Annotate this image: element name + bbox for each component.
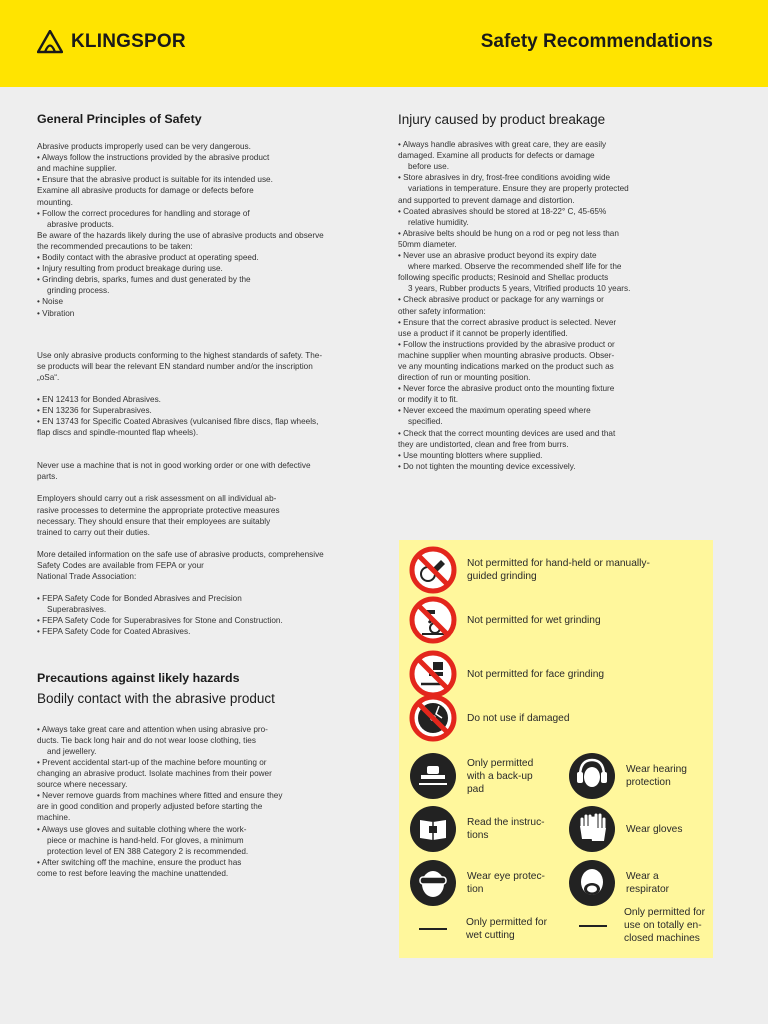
symbol-backup-pad (409, 752, 533, 800)
text-line: parts. (37, 472, 58, 482)
precautions-heading: Precautions against likely hazards (37, 671, 240, 686)
text-line: • Injury resulting from product breakage during use. (37, 264, 223, 274)
text-line: • Bodily contact with the abrasive product at operating speed. (37, 253, 259, 263)
bodily-contact-subheading: Bodily contact with the abrasive product (37, 690, 275, 706)
text-line: Safety Codes are available from FEPA or your (37, 560, 204, 570)
text-line: the recommended precautions to be taken: (37, 241, 193, 251)
text-line: flap discs and spindle-mounted flap wheels). (37, 428, 199, 438)
text-line: Be aware of the hazards likely during the use of abrasive products and observe (37, 230, 324, 240)
general-block-3 (37, 394, 377, 438)
text-line: Superabrasives. (47, 605, 107, 615)
klingspor-logo-icon (37, 30, 63, 54)
text-line: • Follow the instructions provided by the abrasive product or (398, 339, 615, 349)
text-line: abrasive products. (47, 219, 114, 229)
precautions-block (37, 724, 377, 879)
symbol-label: Only permitted (467, 757, 534, 769)
respirator-icon (568, 859, 616, 907)
symbol-no-face-grinding (409, 650, 604, 698)
text-line: se products will bear the relevant EN standard number and/or the inscription (37, 361, 313, 371)
symbol-wet-cutting (419, 916, 547, 942)
enclosed-machines-dash-icon (579, 925, 607, 927)
text-line: 3 years, Rubber products 5 years, Vitrified products 10 years. (408, 284, 631, 294)
text-line: • EN 12413 for Bonded Abrasives. (37, 394, 161, 404)
symbol-no-handheld (409, 546, 650, 594)
brand-logo (37, 30, 186, 54)
symbol-respirator (568, 859, 669, 907)
text-line: are in good condition and properly adjusted before starting the (37, 802, 263, 812)
text-line: before use. (408, 162, 449, 172)
symbol-no-wet-grinding (409, 596, 601, 644)
no-face-grinding-icon (409, 650, 457, 698)
symbol-label: Not permitted for wet grinding (467, 614, 601, 626)
eye-protection-icon (409, 859, 457, 907)
symbol-label: closed machines (624, 933, 700, 944)
text-line: Never use a machine that is not in good working order or one with defective (37, 461, 311, 471)
symbol-label: Not permitted for hand-held or manually- (467, 558, 650, 569)
text-line: • Abrasive belts should be hung on a rod or peg not less than (398, 228, 619, 238)
symbol-label: use on totally en- (624, 920, 702, 931)
symbol-damaged (409, 694, 570, 742)
right-column (398, 114, 673, 472)
symbol-label: Wear hearing (626, 764, 687, 775)
text-line: • After switching off the machine, ensure the product has (37, 857, 242, 867)
text-line: machine supplier when mounting abrasive products. Obser- (398, 350, 615, 360)
safety-symbols-panel (399, 540, 713, 958)
text-line: grinding process. (47, 286, 110, 296)
breakage-block (398, 139, 673, 472)
text-line: Employers should carry out a risk assessment on all individual ab- (37, 494, 277, 504)
text-line: use a product if it cannot be properly identified. (398, 328, 568, 338)
general-block-2 (37, 350, 377, 383)
text-line: and supported to prevent damage and distortion. (398, 195, 575, 205)
text-line: • Check that the correct mounting devices are used and that (398, 428, 616, 438)
symbol-hearing-protection (568, 752, 687, 800)
general-block-7 (37, 593, 377, 637)
text-line: • Never remove guards from machines where fitted and ensure they (37, 791, 283, 801)
text-line: piece or machine is hand-held. For gloves, a minimum (47, 835, 244, 845)
text-line: Use only abrasive products conforming to the highest standards of safety. The- (37, 350, 323, 360)
symbol-label: Wear a (626, 871, 659, 882)
text-line: protection level of EN 388 Category 2 is recommended. (47, 846, 249, 856)
text-line: • Use mounting blotters where supplied. (398, 450, 543, 460)
symbol-label: Not permitted for face grinding (467, 668, 605, 680)
header-bar (0, 0, 768, 87)
text-line: machine. (37, 813, 71, 823)
text-line: ve any mounting indications marked on the product such as (398, 361, 614, 371)
text-line: • EN 13236 for Superabrasives. (37, 405, 152, 415)
symbol-label: Wear gloves (626, 823, 683, 835)
symbol-label: respirator (626, 884, 670, 895)
symbol-label: pad (467, 783, 484, 795)
text-line: changing an abrasive product. Isolate machines from their power (37, 769, 272, 779)
text-line: • FEPA Safety Code for Coated Abrasives. (37, 627, 191, 637)
general-block-5 (37, 493, 377, 537)
text-line: • Do not tighten the mounting device excessively. (398, 461, 576, 471)
text-line: • Never force the abrasive product onto the mounting fixture (398, 384, 615, 394)
text-line: „oSa“. (37, 372, 60, 382)
symbol-gloves (568, 805, 682, 853)
text-line: • Always follow the instructions provided by the abrasive product (37, 153, 270, 163)
general-block-4 (37, 460, 377, 482)
text-line: • Ensure that the correct abrasive product is selected. Never (398, 317, 617, 327)
text-line: • Vibration (37, 308, 75, 318)
text-line: • Always take great care and attention when using abrasive pro- (37, 724, 268, 734)
read-instructions-icon (409, 805, 457, 853)
text-line: other safety information: (398, 306, 486, 316)
text-line: • Never exceed the maximum operating speed where (398, 406, 591, 416)
text-line: • Noise (37, 297, 64, 307)
text-line: necessary. They should ensure that their employees are suitably (37, 516, 271, 526)
text-line: or modify it to fit. (398, 395, 459, 405)
wet-cutting-dash-icon (419, 928, 447, 930)
text-line: National Trade Association: (37, 572, 137, 581)
symbol-label: Wear eye protec- (467, 871, 545, 882)
page-title: Safety Recommendations (480, 31, 713, 52)
hearing-protection-icon (568, 752, 616, 800)
text-line: Abrasive products improperly used can be very dangerous. (37, 142, 251, 152)
text-line: • FEPA Safety Code for Bonded Abrasives and Precision (37, 594, 242, 604)
text-line: relative humidity. (408, 217, 469, 227)
gloves-icon (568, 805, 616, 853)
text-line: • Grinding debris, sparks, fumes and dust generated by the (37, 275, 251, 285)
symbol-label: protection (626, 777, 671, 788)
general-block-1 (37, 141, 377, 319)
symbol-label: Do not use if damaged (467, 712, 570, 724)
text-line: variations in temperature. Ensure they are properly protected (408, 184, 629, 194)
text-line: come to rest before leaving the machine unattended. (37, 868, 229, 878)
text-line: mounting. (37, 197, 73, 207)
text-line: • FEPA Safety Code for Superabrasives for Stone and Construction. (37, 616, 283, 626)
breakage-heading: Injury caused by product breakage (398, 112, 606, 127)
symbol-label: Only permitted for (466, 917, 547, 928)
text-line: • EN 13743 for Specific Coated Abrasives (vulcanised fibre discs, flap wheels, (37, 417, 319, 427)
text-line: • Store abrasives in dry, frost-free conditions avoiding wide (398, 173, 611, 183)
text-line: More detailed information on the safe use of abrasive products, comprehensive (37, 549, 324, 559)
text-line: where marked. Observe the recommended shelf life for the (408, 262, 622, 272)
text-line: and machine supplier. (37, 164, 117, 174)
text-line: • Follow the correct procedures for handling and storage of (37, 208, 250, 218)
text-line: • Check abrasive product or package for any warnings or (398, 295, 604, 305)
text-line: • Prevent accidental start-up of the machine before mounting or (37, 757, 267, 767)
symbol-enclosed-machines (579, 906, 705, 945)
text-line: • Never use an abrasive product beyond its expiry date (398, 251, 597, 261)
text-line: trained to carry out their duties. (37, 527, 150, 537)
general-heading: General Principles of Safety (37, 112, 202, 126)
text-line: • Coated abrasives should be stored at 18-22° C, 45-65% (398, 206, 607, 216)
symbol-label: Read the instruc- (467, 817, 545, 828)
backup-pad-icon (409, 752, 457, 800)
text-line: and jewellery. (47, 746, 97, 756)
text-line: Examine all abrasive products for damage or defects before (37, 186, 254, 196)
symbol-read-instructions (409, 805, 545, 853)
symbol-label: tion (467, 884, 484, 895)
symbol-label: tions (467, 830, 489, 841)
symbol-label: with a back-up (467, 770, 533, 782)
symbol-eye-protection (409, 859, 545, 907)
brand-name: KLINGSPOR (71, 31, 186, 52)
text-line: damaged. Examine all products for defects or damage (398, 151, 595, 161)
text-line: 50mm diameter. (398, 239, 457, 249)
text-line: specified. (408, 417, 443, 427)
left-column (37, 114, 377, 879)
no-handheld-grinding-icon (409, 546, 457, 594)
text-line: ducts. Tie back long hair and do not wear loose clothing, ties (37, 735, 256, 745)
no-wet-grinding-icon (409, 596, 457, 644)
text-line: • Always handle abrasives with great care, they are easily (398, 140, 607, 150)
text-line: source where necessary. (37, 780, 128, 790)
text-line: direction of run or mounting position. (398, 373, 531, 383)
damaged-disc-icon (409, 694, 457, 742)
general-block-6 (37, 549, 377, 582)
symbol-label: guided grinding (467, 571, 537, 582)
text-line: following specific products; Resinoid and Shellac products (398, 273, 609, 283)
symbol-label: wet cutting (466, 930, 515, 941)
text-line: • Always use gloves and suitable clothing where the work- (37, 824, 247, 834)
symbol-label: Only permitted for (624, 907, 705, 918)
text-line: they are undistorted, clean and free from burrs. (398, 439, 569, 449)
text-line: rasive processes to determine the appropriate protective measures (37, 505, 280, 515)
text-line: • Ensure that the abrasive product is suitable for its intended use. (37, 175, 273, 185)
